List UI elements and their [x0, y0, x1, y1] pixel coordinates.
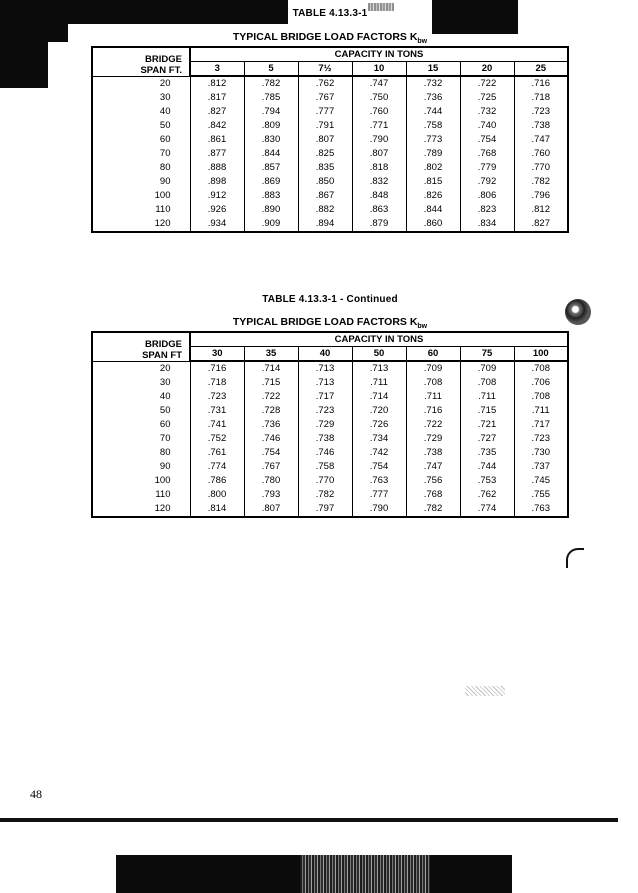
factor-cell: .863 [352, 203, 406, 217]
table2-span-header [92, 332, 190, 361]
factor-cell: .835 [298, 161, 352, 175]
factor-cell: .731 [190, 404, 244, 418]
factor-cell: .909 [244, 217, 298, 232]
span-cell: 60 [92, 133, 190, 147]
factor-cell: .744 [406, 105, 460, 119]
factor-cell: .782 [244, 76, 298, 91]
table2-span-header-line2: SPAN FT [142, 349, 182, 361]
span-cell: 120 [92, 502, 190, 517]
factor-cell: .738 [298, 432, 352, 446]
scan-artifact-hook [566, 548, 584, 568]
factor-cell: .760 [352, 105, 406, 119]
table-row [92, 432, 568, 446]
factor-cell: .714 [352, 390, 406, 404]
factor-cell: .708 [514, 390, 568, 404]
factor-cell: .740 [460, 119, 514, 133]
factor-cell: .800 [190, 488, 244, 502]
factor-cell: .879 [352, 217, 406, 232]
factor-cell: .812 [190, 76, 244, 91]
table1-title [0, 31, 638, 45]
factor-cell: .737 [514, 460, 568, 474]
table-row [92, 460, 568, 474]
span-cell: 60 [92, 418, 190, 432]
factor-cell: .768 [406, 488, 460, 502]
factor-cell: .747 [406, 460, 460, 474]
factor-cell: .812 [514, 203, 568, 217]
table2-header-row [92, 332, 568, 347]
span-cell: 20 [92, 361, 190, 376]
table-row [92, 175, 568, 189]
factor-cell: .708 [460, 376, 514, 390]
factor-cell: .850 [298, 175, 352, 189]
factor-cell: .830 [244, 133, 298, 147]
factor-cell: .807 [298, 133, 352, 147]
table-row [92, 76, 568, 91]
factor-cell: .797 [298, 502, 352, 517]
table2-title-text: TYPICAL BRIDGE LOAD FACTORS K [232, 316, 418, 328]
factor-cell: .735 [460, 446, 514, 460]
factor-cell: .890 [244, 203, 298, 217]
table1-title-text: TYPICAL BRIDGE LOAD FACTORS K [232, 31, 418, 43]
table1-caption: TABLE 4.13.3-1 [292, 8, 368, 19]
factor-cell: .736 [244, 418, 298, 432]
page-number: 48 [30, 787, 42, 801]
factor-cell: .742 [352, 446, 406, 460]
table-row [92, 390, 568, 404]
factor-cell: .732 [406, 76, 460, 91]
factor-cell: .716 [514, 76, 568, 91]
factor-cell: .728 [244, 404, 298, 418]
factor-cell: .762 [460, 488, 514, 502]
span-cell: 80 [92, 446, 190, 460]
span-cell: 80 [92, 161, 190, 175]
factor-cell: .770 [514, 161, 568, 175]
factor-cell: .747 [352, 76, 406, 91]
scan-noise-bottom [300, 855, 430, 893]
factor-cell: .763 [352, 474, 406, 488]
factor-cell: .867 [298, 189, 352, 203]
table-row [92, 133, 568, 147]
factor-cell: .823 [460, 203, 514, 217]
span-cell: 50 [92, 404, 190, 418]
factor-cell: .741 [190, 418, 244, 432]
table1-body [92, 76, 568, 232]
factor-cell: .711 [514, 404, 568, 418]
span-cell: 90 [92, 175, 190, 189]
factor-cell: .746 [244, 432, 298, 446]
factor-cell: .796 [514, 189, 568, 203]
factor-cell: .711 [352, 376, 406, 390]
table2-column-header: 35 [244, 347, 298, 362]
factor-cell: .734 [352, 432, 406, 446]
factor-cell: .713 [352, 361, 406, 376]
factor-cell: .713 [298, 376, 352, 390]
factor-cell: .754 [460, 133, 514, 147]
factor-cell: .767 [244, 460, 298, 474]
table1-column-header: 10 [352, 62, 406, 77]
load-factor-table-2 [91, 331, 569, 518]
factor-cell: .732 [460, 105, 514, 119]
factor-cell: .844 [244, 147, 298, 161]
factor-cell: .832 [352, 175, 406, 189]
factor-cell: .814 [190, 502, 244, 517]
factor-cell: .807 [244, 502, 298, 517]
factor-cell: .782 [406, 502, 460, 517]
factor-cell: .738 [406, 446, 460, 460]
table-row [92, 404, 568, 418]
factor-cell: .709 [406, 361, 460, 376]
table2-span-header-line1: BRIDGE [145, 338, 182, 350]
table1-column-header: 3 [190, 62, 244, 77]
span-cell: 120 [92, 217, 190, 232]
factor-cell: .817 [190, 91, 244, 105]
table1-column-header: 20 [460, 62, 514, 77]
table2-caption: TABLE 4.13.3-1 - Continued [262, 294, 398, 305]
factor-cell: .758 [298, 460, 352, 474]
span-cell: 110 [92, 488, 190, 502]
factor-cell: .714 [244, 361, 298, 376]
factor-cell: .888 [190, 161, 244, 175]
factor-cell: .768 [460, 147, 514, 161]
factor-cell: .912 [190, 189, 244, 203]
table2-column-header: 40 [298, 347, 352, 362]
factor-cell: .834 [460, 217, 514, 232]
table2-column-header: 50 [352, 347, 406, 362]
span-cell: 70 [92, 147, 190, 161]
factor-cell: .760 [514, 147, 568, 161]
factor-cell: .793 [244, 488, 298, 502]
factor-cell: .882 [298, 203, 352, 217]
table1-title-subscript: bw [417, 38, 428, 46]
factor-cell: .779 [460, 161, 514, 175]
factor-cell: .711 [460, 390, 514, 404]
factor-cell: .767 [298, 91, 352, 105]
factor-cell: .722 [244, 390, 298, 404]
factor-cell: .729 [406, 432, 460, 446]
factor-cell: .716 [190, 361, 244, 376]
factor-cell: .926 [190, 203, 244, 217]
span-cell: 100 [92, 474, 190, 488]
factor-cell: .807 [352, 147, 406, 161]
factor-cell: .763 [514, 502, 568, 517]
factor-cell: .756 [406, 474, 460, 488]
factor-cell: .774 [460, 502, 514, 517]
factor-cell: .770 [298, 474, 352, 488]
table1-span-header-line2: SPAN FT. [140, 64, 182, 76]
factor-cell: .738 [514, 119, 568, 133]
table-row [92, 91, 568, 105]
factor-cell: .755 [514, 488, 568, 502]
factor-cell: .826 [406, 189, 460, 203]
factor-cell: .718 [190, 376, 244, 390]
factor-cell: .762 [298, 76, 352, 91]
table-row [92, 217, 568, 232]
span-cell: 90 [92, 460, 190, 474]
table2-column-header: 100 [514, 347, 568, 362]
table-row [92, 418, 568, 432]
table2-title [0, 316, 638, 330]
table-row [92, 474, 568, 488]
factor-cell: .883 [244, 189, 298, 203]
factor-cell: .777 [352, 488, 406, 502]
factor-cell: .785 [244, 91, 298, 105]
factor-cell: .727 [460, 432, 514, 446]
table2-column-header: 60 [406, 347, 460, 362]
table1-column-header: 5 [244, 62, 298, 77]
span-cell: 40 [92, 390, 190, 404]
scan-artifact-speck [465, 686, 505, 696]
factor-cell: .708 [514, 361, 568, 376]
factor-cell: .752 [190, 432, 244, 446]
factor-cell: .857 [244, 161, 298, 175]
factor-cell: .842 [190, 119, 244, 133]
factor-cell: .934 [190, 217, 244, 232]
factor-cell: .715 [460, 404, 514, 418]
factor-cell: .790 [352, 133, 406, 147]
factor-cell: .794 [244, 105, 298, 119]
factor-cell: .721 [460, 418, 514, 432]
table-row [92, 502, 568, 517]
table-row [92, 105, 568, 119]
factor-cell: .827 [514, 217, 568, 232]
factor-cell: .758 [406, 119, 460, 133]
factor-cell: .777 [298, 105, 352, 119]
table-row [92, 147, 568, 161]
factor-cell: .771 [352, 119, 406, 133]
factor-cell: .723 [514, 432, 568, 446]
table1-header-row [92, 47, 568, 62]
factor-cell: .792 [460, 175, 514, 189]
table2-title-subscript: bw [417, 323, 428, 331]
factor-cell: .877 [190, 147, 244, 161]
factor-cell: .725 [460, 91, 514, 105]
factor-cell: .861 [190, 133, 244, 147]
table1-column-header: 15 [406, 62, 460, 77]
factor-cell: .713 [298, 361, 352, 376]
factor-cell: .815 [406, 175, 460, 189]
span-cell: 70 [92, 432, 190, 446]
factor-cell: .818 [352, 161, 406, 175]
factor-cell: .780 [244, 474, 298, 488]
table-row [92, 119, 568, 133]
load-factor-table-1 [91, 46, 569, 233]
factor-cell: .786 [190, 474, 244, 488]
factor-cell: .844 [406, 203, 460, 217]
table2-column-header: 30 [190, 347, 244, 362]
factor-cell: .782 [514, 175, 568, 189]
table-row [92, 488, 568, 502]
factor-cell: .711 [406, 390, 460, 404]
span-cell: 20 [92, 76, 190, 91]
factor-cell: .898 [190, 175, 244, 189]
span-cell: 40 [92, 105, 190, 119]
page-bottom-rule [0, 818, 618, 822]
factor-cell: .722 [406, 418, 460, 432]
factor-cell: .736 [406, 91, 460, 105]
span-cell: 110 [92, 203, 190, 217]
table-row [92, 361, 568, 376]
factor-cell: .718 [514, 91, 568, 105]
factor-cell: .708 [406, 376, 460, 390]
table1-span-header [92, 47, 190, 76]
table-row [92, 446, 568, 460]
factor-cell: .716 [406, 404, 460, 418]
table-row [92, 203, 568, 217]
factor-cell: .747 [514, 133, 568, 147]
factor-cell: .827 [190, 105, 244, 119]
table1-capacity-header: CAPACITY IN TONS [190, 47, 568, 62]
table2-capacity-header: CAPACITY IN TONS [190, 332, 568, 347]
table1-column-header: 7½ [298, 62, 352, 77]
factor-cell: .869 [244, 175, 298, 189]
factor-cell: .809 [244, 119, 298, 133]
factor-cell: .723 [190, 390, 244, 404]
table-row [92, 189, 568, 203]
factor-cell: .753 [460, 474, 514, 488]
factor-cell: .754 [244, 446, 298, 460]
factor-cell: .730 [514, 446, 568, 460]
factor-cell: .750 [352, 91, 406, 105]
factor-cell: .717 [514, 418, 568, 432]
factor-cell: .802 [406, 161, 460, 175]
factor-cell: .706 [514, 376, 568, 390]
span-cell: 30 [92, 376, 190, 390]
factor-cell: .754 [352, 460, 406, 474]
factor-cell: .722 [460, 76, 514, 91]
factor-cell: .782 [298, 488, 352, 502]
factor-cell: .761 [190, 446, 244, 460]
table1-column-header: 25 [514, 62, 568, 77]
factor-cell: .709 [460, 361, 514, 376]
factor-cell: .723 [298, 404, 352, 418]
factor-cell: .729 [298, 418, 352, 432]
table-row [92, 376, 568, 390]
span-cell: 30 [92, 91, 190, 105]
factor-cell: .720 [352, 404, 406, 418]
factor-cell: .860 [406, 217, 460, 232]
factor-cell: .848 [352, 189, 406, 203]
span-cell: 100 [92, 189, 190, 203]
factor-cell: .774 [190, 460, 244, 474]
factor-cell: .789 [406, 147, 460, 161]
factor-cell: .746 [298, 446, 352, 460]
factor-cell: .825 [298, 147, 352, 161]
table2-body [92, 361, 568, 517]
factor-cell: .806 [460, 189, 514, 203]
factor-cell: .726 [352, 418, 406, 432]
factor-cell: .773 [406, 133, 460, 147]
table1-span-header-line1: BRIDGE [145, 53, 182, 65]
factor-cell: .790 [352, 502, 406, 517]
factor-cell: .791 [298, 119, 352, 133]
factor-cell: .723 [514, 105, 568, 119]
factor-cell: .717 [298, 390, 352, 404]
factor-cell: .715 [244, 376, 298, 390]
factor-cell: .894 [298, 217, 352, 232]
table2-column-header: 75 [460, 347, 514, 362]
factor-cell: .745 [514, 474, 568, 488]
span-cell: 50 [92, 119, 190, 133]
factor-cell: .744 [460, 460, 514, 474]
table-row [92, 161, 568, 175]
